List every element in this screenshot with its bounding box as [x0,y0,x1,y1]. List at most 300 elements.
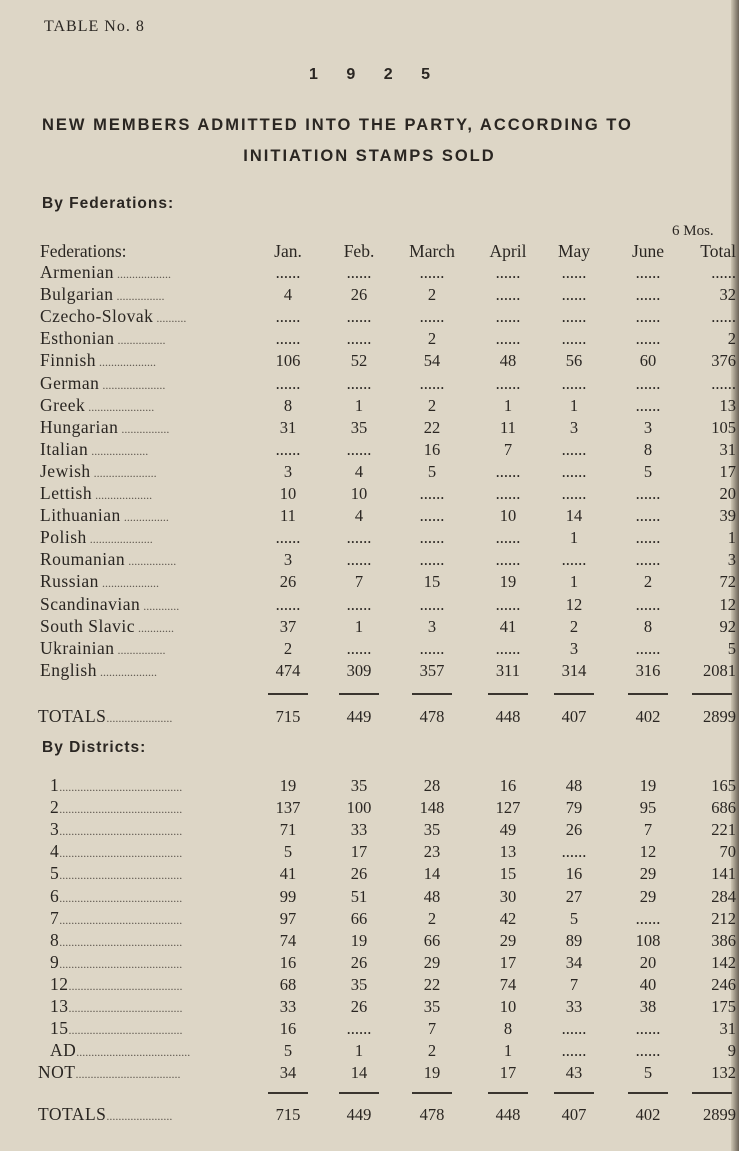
row-label-text: 15 [50,1018,69,1039]
district-row-cell: 34 [565,952,583,972]
federation-row-cell: ...... [635,285,661,305]
district-row-cell: 31 [719,1019,736,1039]
federation-row-cell: 1 [354,616,364,636]
federation-row-cell: 52 [350,351,368,371]
federation-row-cell: ...... [561,461,587,481]
leader-dots: ...................... [85,399,155,414]
district-row-cell: 97 [279,908,297,928]
federation-row-cell: 5 [727,638,736,658]
federation-row-cell: ...... [346,307,372,327]
row-label-text: Roumanian [40,549,126,570]
row-label-text: 3 [50,819,60,840]
district-row-cell: 42 [499,908,517,928]
district-row-cell: 127 [495,798,521,818]
district-row-cell: ...... [346,1019,372,1039]
federation-row-cell: ...... [419,484,445,503]
district-row-label [50,797,182,818]
leader-dots: ................ [114,333,166,348]
row-label-text: Czecho-Slovak [40,306,154,327]
leader-dots: ................... [98,576,159,591]
district-row-cell: 26 [565,820,583,840]
federation-row-cell: ...... [495,263,521,282]
federation-totals-label [38,706,172,727]
district-totals-label [38,1104,172,1125]
federation-row-cell: 5 [427,461,437,481]
federation-row-cell: ...... [561,439,587,459]
district-row-cell: 686 [711,798,736,818]
district-totals-cell: 407 [561,1105,587,1124]
federation-row-cell: ...... [495,550,521,570]
federation-row-cell: 8 [283,395,293,415]
district-row-cell: 34 [279,1063,297,1083]
federation-row-cell: 3 [283,550,293,570]
district-row-label [50,775,182,796]
federation-row-cell: 316 [635,660,661,680]
federation-row-cell: 309 [346,660,372,680]
federation-row-cell: 4 [354,506,364,526]
federation-row-label [40,660,157,681]
district-row-cell: 19 [279,776,297,795]
total-rule [488,693,528,695]
district-row-cell: 66 [350,908,368,928]
federation-row-cell: 32 [719,285,736,305]
column-header: Jan. [274,241,302,261]
federation-row-cell: 474 [275,660,301,680]
leader-dots: ...................................... [68,1023,183,1038]
leader-dots: ......................................... [59,890,183,905]
federation-row-cell: ...... [711,373,736,393]
total-rule [268,693,308,695]
federation-row-cell: 4 [354,461,364,481]
federation-row-cell: ...... [635,594,661,614]
federation-row-cell: ...... [711,263,736,282]
district-row-cell: 15 [499,864,517,884]
federation-row-label [40,262,171,283]
total-rule [488,1092,528,1094]
district-row-cell: 165 [711,776,736,795]
federation-row-cell: ...... [275,528,301,548]
row-label-text: English [40,659,97,680]
federation-row-label [40,461,157,482]
federation-row-cell: ...... [635,395,661,415]
district-row-cell: 221 [711,820,736,840]
leader-dots: ...................... [106,1109,173,1123]
district-row-cell: 175 [711,997,736,1016]
table-number: TABLE No. 8 [44,18,145,35]
district-row-cell: 28 [423,776,441,795]
federation-row-cell: ...... [346,528,372,548]
leader-dots: .......... [153,311,187,326]
federation-row-cell: ...... [561,285,587,305]
federation-row-cell: 16 [423,439,441,459]
leader-dots: ............ [140,598,180,613]
federation-row-cell: ...... [635,506,661,526]
row-label-text: Lettish [40,483,93,503]
row-label-text: German [40,372,100,393]
district-row-cell: 35 [423,997,441,1016]
federation-row-cell: ...... [495,461,521,481]
federation-totals-cell: 2899 [703,707,736,726]
federation-row-cell: ...... [346,439,372,459]
row-label-text: 5 [50,863,60,884]
leader-dots: ..................... [86,532,153,547]
federation-row-cell: 8 [643,616,653,636]
federation-row-cell: 39 [719,506,736,526]
district-row-cell: 71 [279,820,297,840]
federation-row-cell: 2 [427,395,437,415]
federation-totals-cell: 715 [275,707,301,726]
federation-row-cell: 10 [499,506,517,526]
federation-row-cell: 56 [565,351,583,371]
federation-row-cell: 10 [350,484,368,503]
district-row-cell: 14 [350,1063,368,1083]
district-row-cell: 5 [643,1063,653,1083]
federation-row-cell: 3 [643,417,653,437]
row-label-text: Polish [40,527,87,548]
column-header: May [557,241,591,261]
row-label-text: NOT [38,1062,76,1083]
federation-row-cell: 7 [354,572,364,592]
district-row-cell: 74 [499,974,517,994]
federation-row-cell: ...... [346,638,372,658]
leader-dots: ..................... [90,465,157,480]
federation-row-cell: ...... [346,329,372,349]
district-totals-cell: 715 [275,1105,301,1124]
district-row-cell: 8 [503,1019,513,1039]
federation-row-cell: ...... [419,638,445,658]
federation-row-cell: ...... [275,329,301,349]
row-label-text: Greek [40,394,86,415]
district-row-label [50,952,182,973]
district-row-cell: 49 [499,820,517,840]
district-row-label [50,886,182,907]
leader-dots: ..................... [99,377,166,392]
row-label-text: Russian [40,571,99,592]
federation-row-cell: ...... [561,263,587,282]
federation-row-label [40,350,156,371]
federation-row-cell: 3 [727,550,736,570]
federation-row-cell: ...... [635,638,661,658]
district-row-cell: 5 [283,842,293,862]
leader-dots: ............... [120,510,169,525]
federation-row-cell: 3 [569,417,579,437]
column-header: April [489,241,527,261]
row-label-text: Finnish [40,350,97,371]
federation-row-cell: 2 [569,616,579,636]
row-label-text: 7 [50,907,60,928]
federation-totals-cell: 449 [346,707,372,726]
leader-dots: ...................................... [68,978,183,993]
column-header: June [631,241,665,261]
leader-dots: ......................................... [59,802,183,817]
district-row-cell: 40 [639,974,657,994]
column-stub-header: Federations: [40,241,127,261]
district-row-cell: 29 [639,864,657,884]
total-rule [692,1092,732,1094]
federation-row-cell: ...... [275,594,301,614]
leader-dots: ...................................... [68,1001,183,1015]
district-row-cell: ...... [561,842,587,862]
district-row-cell: 48 [423,886,441,906]
federation-row-cell: 106 [275,351,301,371]
district-totals-cell: 478 [419,1105,445,1124]
federation-totals-cell: 402 [635,707,661,726]
federation-row-cell: ...... [419,550,445,570]
column-header: March [409,241,455,261]
federation-row-cell: ...... [711,307,736,327]
federation-row-cell: 37 [279,616,297,636]
district-row-cell: 33 [350,820,368,840]
district-row-cell: 19 [423,1063,441,1083]
federation-row-label [40,328,166,349]
federation-row-cell: ...... [275,307,301,327]
row-label-text: 1 [50,775,60,795]
district-row-cell: 89 [565,930,583,950]
federation-row-cell: 2 [427,329,437,349]
total-rule [268,1092,308,1094]
district-row-cell: 48 [565,776,583,795]
total-rule [339,693,379,695]
district-row-cell: 17 [499,1063,517,1083]
federation-row-cell: 72 [719,572,736,592]
federation-row-cell: ...... [495,484,521,503]
district-row-cell: 43 [565,1063,583,1083]
leader-dots: ................... [96,355,157,370]
federation-row-cell: 1 [354,395,364,415]
district-row-cell: 1 [354,1041,364,1061]
federation-row-cell: ...... [495,285,521,305]
row-label-text: South Slavic [40,615,135,636]
district-row-cell: 16 [499,776,517,795]
federation-row-label [40,439,148,460]
district-row-label [50,841,182,862]
federation-row-cell: ...... [495,307,521,327]
leader-dots: ................ [113,289,165,304]
federation-row-cell: ...... [561,484,587,503]
district-row-label [50,974,183,995]
federation-totals-cell: 478 [419,707,445,726]
federation-row-cell: ...... [419,373,445,393]
federation-row-cell: 2 [643,572,653,592]
district-row-cell: 26 [350,997,368,1016]
federation-row-cell: 20 [719,484,736,503]
federation-row-cell: 92 [719,616,736,636]
federation-row-cell: ...... [561,307,587,327]
district-row-label [50,930,182,951]
total-rule [412,693,452,695]
federation-row-cell: ...... [346,594,372,614]
six-month-label: 6 Mos. [672,223,714,239]
federation-row-cell: 3 [427,616,437,636]
district-row-cell: 41 [279,864,297,884]
district-row-cell: 2 [427,908,437,928]
federation-row-cell: 105 [711,417,736,437]
federation-row-label [40,284,165,305]
district-row-cell: 35 [423,820,441,840]
federation-row-cell: ...... [419,307,445,327]
district-row-cell: 66 [423,930,441,950]
district-row-cell: 29 [423,952,441,972]
leader-dots: .................. [113,267,171,281]
federation-row-cell: ...... [495,373,521,393]
federation-row-cell: 1 [569,572,579,592]
federation-row-label [40,306,186,327]
district-row-cell: 12 [639,842,657,862]
federation-row-cell: ...... [561,329,587,349]
district-row-cell: 7 [643,820,653,840]
totals-text: TOTALS [38,1104,107,1124]
federation-row-cell: 11 [280,506,296,526]
total-rule [628,693,668,695]
federation-row-cell: 60 [639,351,657,371]
district-row-cell: 33 [565,997,583,1016]
federation-row-label [40,373,165,394]
district-row-cell: 26 [350,952,368,972]
federation-row-cell: 12 [565,594,583,614]
total-rule [692,693,732,695]
district-row-cell: 68 [279,974,297,994]
title-line-1: NEW MEMBERS ADMITTED INTO THE PARTY, ACCORDING TO [42,116,633,134]
federation-row-cell: 3 [283,461,293,481]
row-label-text: AD [50,1040,77,1061]
federation-row-cell: ...... [495,528,521,548]
row-label-text: Ukrainian [40,637,115,658]
federation-row-cell: 19 [499,572,517,592]
federation-row-cell: 31 [279,417,297,437]
district-row-cell: 142 [711,952,736,972]
district-row-cell: ...... [635,1019,661,1039]
federation-totals-cell: 407 [561,707,587,726]
federation-row-cell: ...... [346,373,372,393]
federation-row-cell: 31 [719,439,736,459]
district-row-cell: 27 [565,886,583,906]
leader-dots: ...................... [106,711,173,725]
federation-row-cell: ...... [561,373,587,393]
district-row-cell: 79 [565,798,583,818]
district-row-label [50,819,182,840]
federation-row-cell: 376 [711,351,736,371]
federation-row-cell: ...... [561,550,587,570]
leader-dots: ......................................... [59,912,183,927]
federation-row-cell: ...... [635,550,661,570]
federation-row-cell: 7 [503,439,513,459]
federation-row-cell: 54 [423,351,441,371]
federation-row-label [40,638,165,659]
federation-row-cell: ...... [346,550,372,570]
federation-row-cell: 4 [283,285,293,305]
row-label-text: 12 [50,973,69,994]
district-row-cell: 99 [279,886,297,906]
leader-dots: ......................................... [59,824,183,839]
district-row-cell: 35 [350,776,368,795]
leader-dots: ......................................... [59,956,183,971]
total-rule [412,1092,452,1094]
federation-totals-cell: 448 [495,707,521,726]
federation-row-cell: 1 [503,395,513,415]
federation-row-cell: 35 [350,417,368,437]
districts-heading: By Districts: [42,739,147,756]
district-row-cell: 16 [565,864,583,884]
federation-row-cell: 14 [565,506,583,526]
federation-row-cell: 13 [719,395,736,415]
district-row-cell: 7 [569,974,579,994]
column-header: Feb. [343,241,375,261]
district-row-label [50,1040,190,1061]
district-row-cell: 5 [569,908,579,928]
row-label-text: Jewish [40,460,91,481]
federation-row-cell: 357 [419,660,445,680]
district-row-cell: 148 [419,798,445,818]
district-row-cell: 246 [711,974,736,994]
leader-dots: ................................... [75,1067,181,1082]
district-row-cell: 9 [727,1041,736,1061]
federation-row-cell: ...... [275,439,301,459]
district-row-cell: 70 [719,842,736,862]
federation-row-label [40,483,152,504]
total-rule [339,1092,379,1094]
district-row-cell: 100 [346,798,372,818]
row-label-text: Bulgarian [40,284,114,305]
federation-row-cell: ...... [635,263,661,282]
federation-row-cell: 314 [561,660,587,680]
district-row-cell: ...... [635,908,661,928]
year-heading: 1 9 2 5 [309,66,442,83]
federation-row-label [40,571,159,592]
federation-row-cell: ...... [635,528,661,548]
district-row-cell: 23 [423,842,441,862]
district-row-cell: 17 [350,842,368,862]
federation-row-cell: 5 [643,461,653,481]
federation-row-label [40,549,176,570]
leader-dots: ......................................... [59,846,183,861]
district-row-label [38,1062,180,1083]
leader-dots: ................ [125,554,177,569]
district-row-cell: 108 [635,930,661,950]
federation-row-cell: 11 [500,417,516,437]
district-row-cell: 38 [639,997,657,1016]
district-row-cell: 141 [711,864,736,884]
district-row-cell: 51 [350,886,368,906]
row-label-text: Hungarian [40,416,119,437]
district-row-cell: 2 [427,1041,437,1061]
federation-row-label [40,417,169,438]
federation-row-cell: 3 [569,638,579,658]
federation-row-cell: ...... [419,528,445,548]
district-totals-cell: 449 [346,1105,372,1124]
row-label-text: Italian [40,438,89,459]
district-totals-cell: 448 [495,1105,521,1124]
federation-row-cell: 2 [283,638,293,658]
district-row-cell: 30 [499,886,517,906]
row-label-text: Lithuanian [40,505,121,526]
federation-row-cell: 2081 [703,660,736,680]
federation-row-cell: ...... [495,638,521,658]
district-row-cell: 16 [279,952,297,972]
district-row-cell: 13 [499,842,517,862]
leader-dots: ................ [118,421,170,436]
leader-dots: ................ [114,642,166,657]
row-label-text: 8 [50,929,60,950]
column-header: Total [700,241,736,261]
federation-row-cell: 2 [727,329,736,349]
district-row-cell: 10 [499,997,517,1016]
district-row-cell: 74 [279,930,297,950]
district-row-label [50,863,182,884]
federation-row-cell: 1 [569,395,579,415]
district-row-cell: 22 [423,974,441,994]
federation-row-cell: ...... [275,263,301,282]
federation-row-cell: 12 [719,594,736,614]
